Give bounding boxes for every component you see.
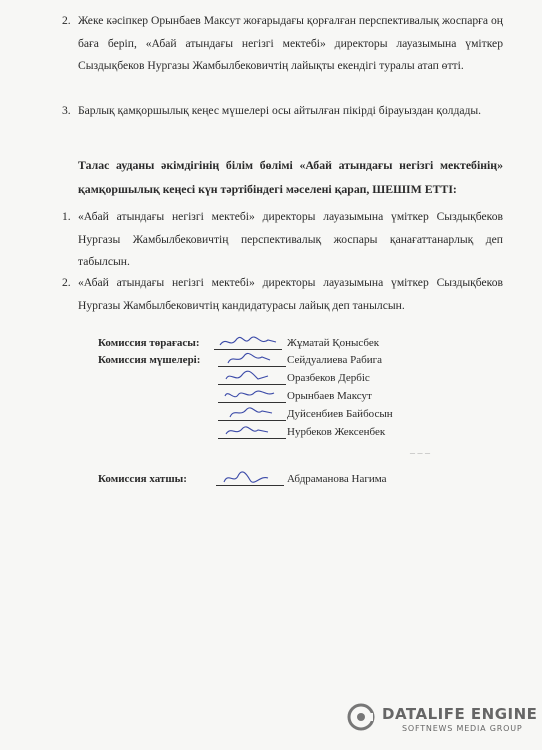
list-item <box>62 272 503 317</box>
watermark-logo <box>346 700 538 740</box>
signature-scribble-icon <box>222 423 282 439</box>
secretary-signature <box>216 473 284 486</box>
member-name: Нурбеков Жексенбек <box>287 426 386 438</box>
chair-name: Жұматай Қонысбек <box>287 337 380 349</box>
member-signature <box>218 390 286 403</box>
list-item <box>62 100 503 123</box>
members-label: Комиссия мүшелері: <box>98 354 201 366</box>
list-number: 2. <box>62 276 71 289</box>
member-name: Дуйсенбиев Байбосын <box>287 408 393 420</box>
secretary-name: Абдраманова Нагима <box>287 473 387 485</box>
member-name: Оразбеков Дербіс <box>287 372 370 384</box>
signature-scribble-icon <box>222 369 282 385</box>
signature-scribble-icon <box>222 405 282 421</box>
list-text: «Абай атындағы негізгі мектебі» директоры лауазымына үміткер Сыздықбеков Нургазы Жамбылбековичтің перспективалық жоспары қанағаттанарлық деп табылсын. <box>78 210 503 268</box>
datalife-logo-icon <box>346 702 376 732</box>
member-signature <box>218 408 286 421</box>
signature-scribble-icon <box>222 351 282 367</box>
signature-scribble-icon <box>218 334 278 350</box>
member-signature <box>218 354 286 367</box>
signature-scribble-icon <box>222 387 282 403</box>
scan-smudge: ‒ ‒ ‒ <box>410 448 430 459</box>
secretary-label: Комиссия хатшы: <box>98 473 187 485</box>
list-number: 1. <box>62 210 71 223</box>
list-item <box>62 206 503 274</box>
list-item <box>62 10 503 78</box>
signature-scribble-icon <box>220 470 280 486</box>
list-number: 3. <box>62 104 71 117</box>
member-signature <box>218 372 286 385</box>
list-text: Жеке кәсіпкер Орынбаев Максут жоғарыдағы қорғалған перспективалық жоспарға оң баға беріп, «Абай атындағы негізгі мектебі» директоры лауазымына үміткер Сыздықбеков Нургазы Жамбылбековичтің лайықты екендігі туралы атап өтті. <box>78 14 503 72</box>
list-number: 2. <box>62 14 71 27</box>
list-text: Барлық қамқоршылық кеңес мүшелері осы айтылған пікірді бірауыздан қолдады. <box>78 104 482 117</box>
member-signature <box>218 426 286 439</box>
decision-heading: Талас ауданы әкімдігінің білім бөлімі «Абай атындағы негізгі мектебінің» қамқоршылық кеңесі күн тәртібіндегі мәселені қарап, ШЕШІМ ЕТТІ: <box>78 158 503 196</box>
chair-signature <box>214 337 282 350</box>
member-name: Сейдуалиева Рабига <box>287 354 382 366</box>
watermark-subtitle: SOFTNEWS MEDIA GROUP <box>402 724 523 733</box>
member-name: Орынбаев Максут <box>287 390 372 402</box>
watermark-title: DATALIFE ENGINE <box>382 705 538 723</box>
list-text: «Абай атындағы негізгі мектебі» директоры лауазымына үміткер Сыздықбеков Нургазы Жамбылбековичтің кандидатурасы лайық деп танылсын. <box>78 276 503 312</box>
chair-label: Комиссия төрағасы: <box>98 337 200 349</box>
